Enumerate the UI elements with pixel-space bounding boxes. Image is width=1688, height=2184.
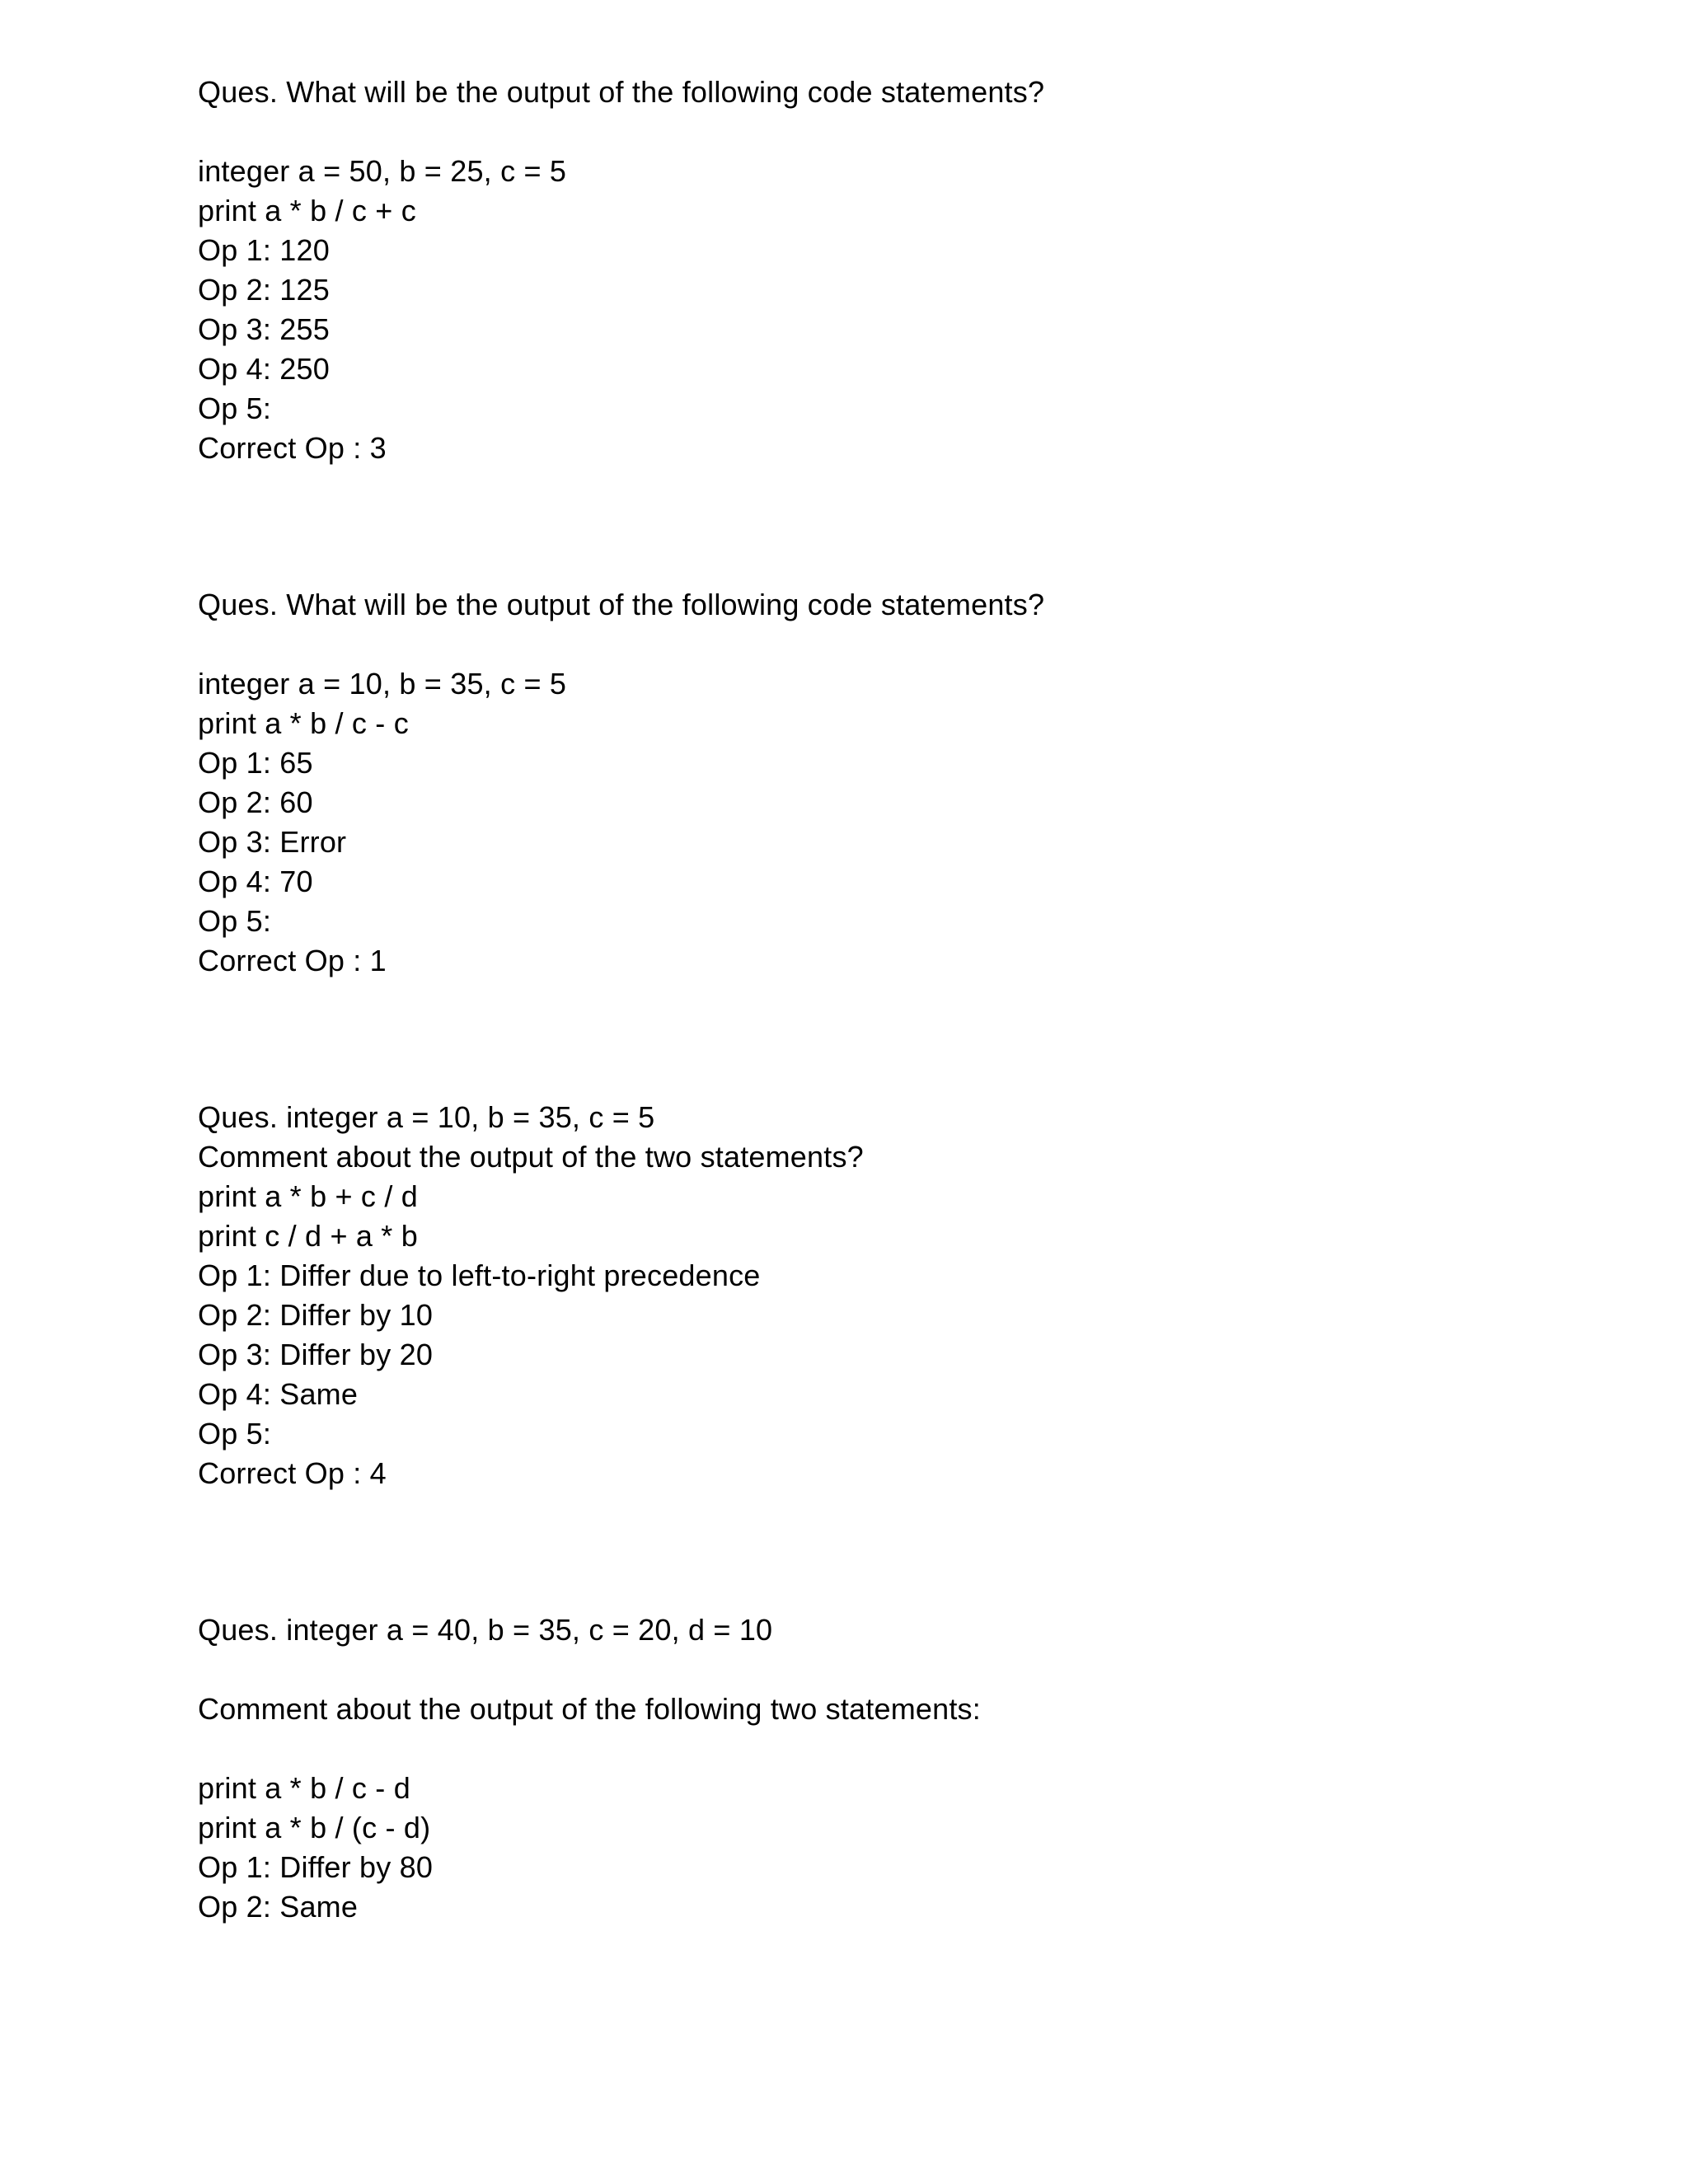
option-5: Op 5: [198,391,272,425]
question-text: Ques. integer a = 40, b = 35, c = 20, d = 10 [198,1613,773,1647]
option-5: Op 5: [198,1417,272,1451]
code-line: integer a = 50, b = 25, c = 5 [198,154,567,188]
option-2: Op 2: Differ by 10 [198,1298,434,1332]
option-3: Op 3: 255 [198,312,330,346]
option-2: Op 2: Same [198,1890,359,1924]
correct-option: Correct Op : 4 [198,1456,387,1490]
option-5: Op 5: [198,904,272,938]
correct-option: Correct Op : 3 [198,431,387,465]
question-text: Ques. What will be the output of the following code statements? [198,588,1045,621]
option-3: Op 3: Error [198,825,347,859]
question-prompt: Comment about the output of the following two statements: [198,1692,981,1726]
option-2: Op 2: 60 [198,785,313,819]
option-3: Op 3: Differ by 20 [198,1338,434,1371]
option-4: Op 4: 70 [198,865,313,898]
question-text: Ques. What will be the output of the following code statements? [198,75,1045,109]
code-line: print a * b + c / d [198,1179,418,1213]
option-4: Op 4: 250 [198,352,330,386]
option-1: Op 1: 120 [198,233,330,267]
code-line: print c / d + a * b [198,1219,418,1253]
question-prompt: Comment about the output of the two statements? [198,1140,864,1174]
code-line: print a * b / c - d [198,1771,410,1805]
option-2: Op 2: 125 [198,273,330,307]
code-line: print a * b / (c - d) [198,1811,431,1844]
code-line: integer a = 10, b = 35, c = 5 [198,667,567,701]
option-1: Op 1: Differ due to left-to-right precedence [198,1258,761,1292]
option-4: Op 4: Same [198,1377,359,1411]
question-text: Ques. integer a = 10, b = 35, c = 5 [198,1100,655,1134]
code-line: print a * b / c - c [198,706,409,740]
code-line: print a * b / c + c [198,194,416,227]
option-1: Op 1: 65 [198,746,313,780]
option-1: Op 1: Differ by 80 [198,1850,434,1884]
correct-option: Correct Op : 1 [198,944,387,977]
